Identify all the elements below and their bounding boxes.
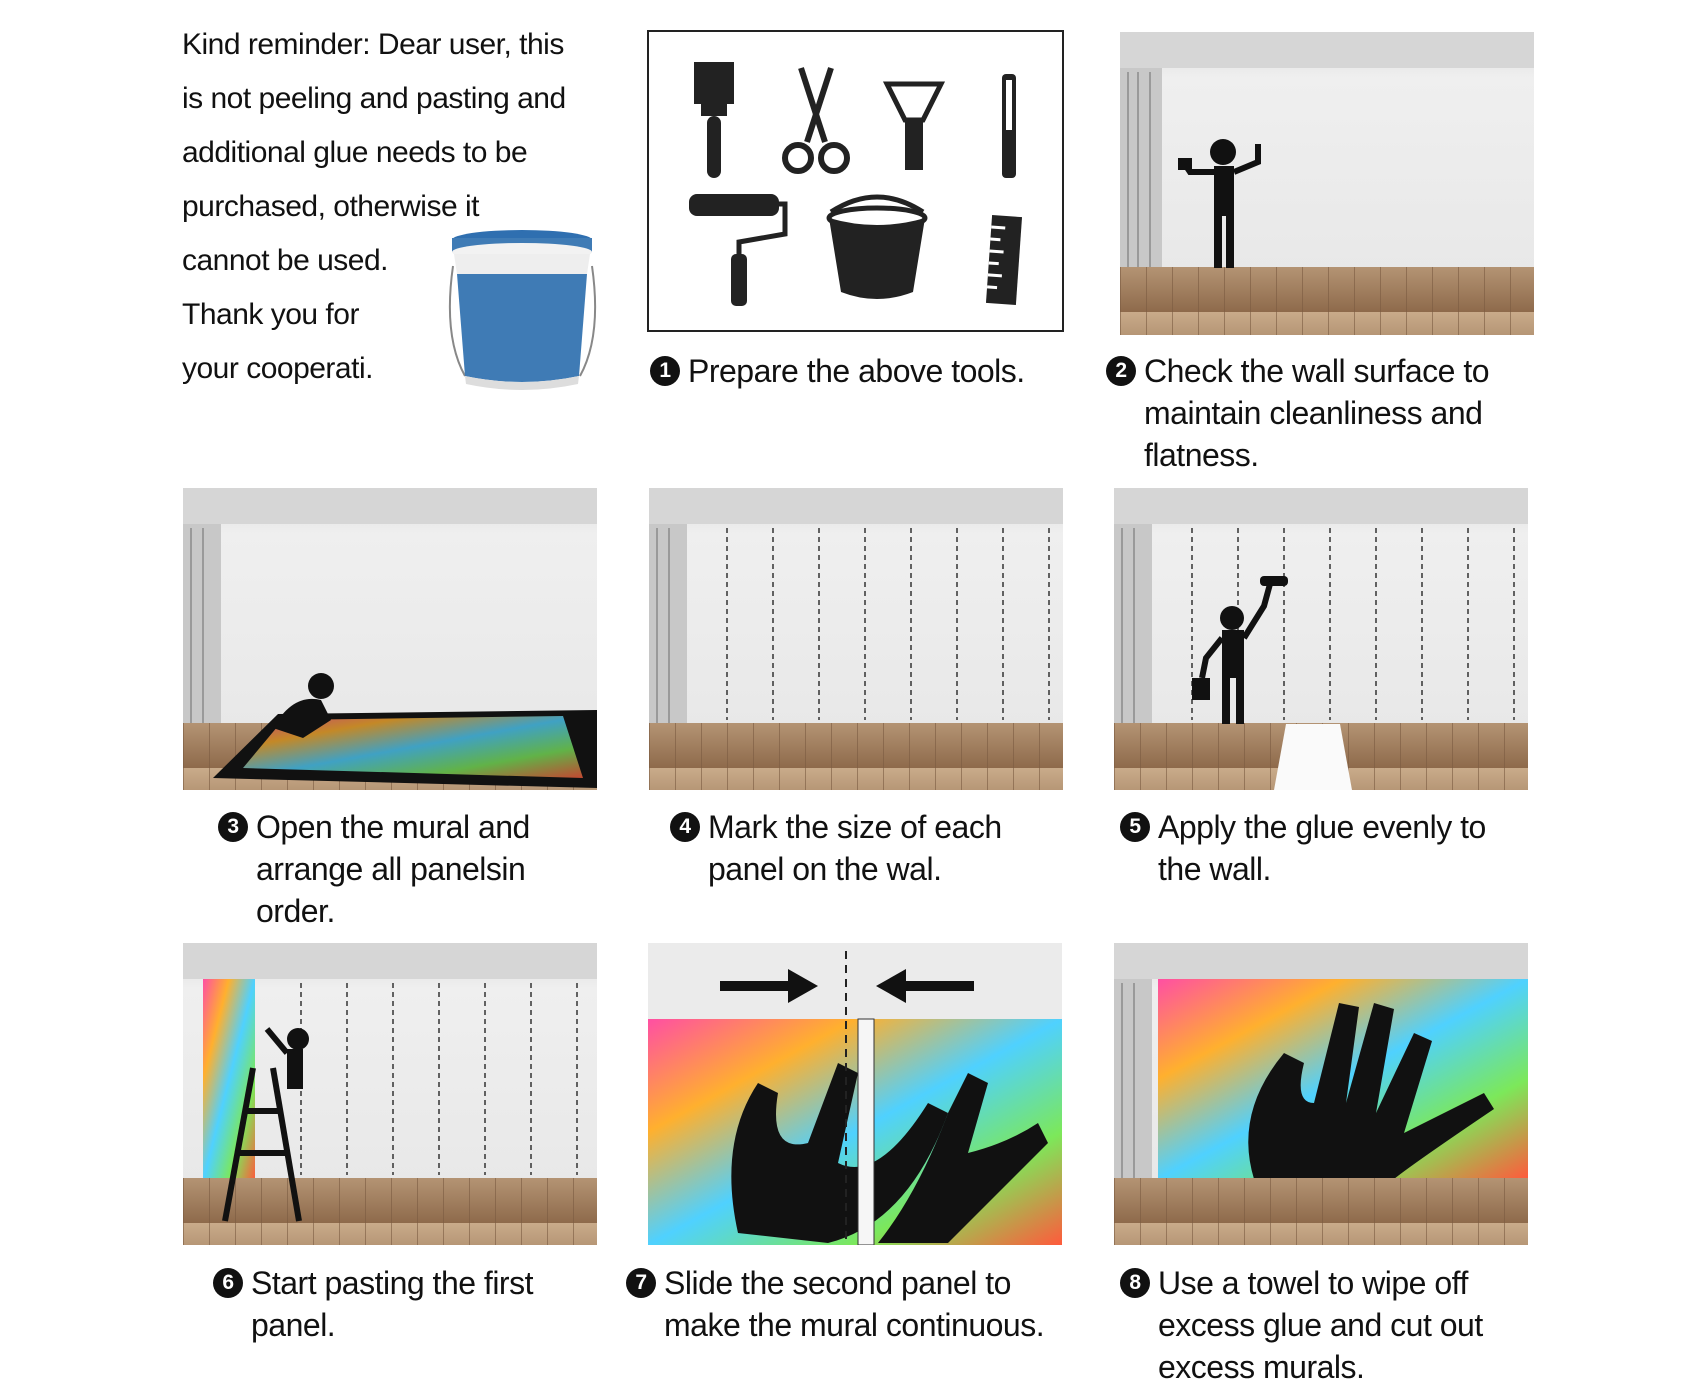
step-1-caption	[650, 350, 1025, 392]
step-7-image	[648, 943, 1062, 1245]
step-number-badge: 3	[218, 812, 248, 842]
step-2-caption	[1106, 350, 1489, 476]
step-7-caption	[626, 1262, 1044, 1346]
reminder-line: additional glue needs to be	[182, 136, 528, 169]
step-text: Open the mural and arrange all panelsin order.	[256, 809, 530, 929]
step-3-image	[183, 488, 597, 790]
step-number-badge: 5	[1120, 812, 1150, 842]
step-8-image	[1114, 943, 1528, 1245]
step-4-caption	[670, 806, 1002, 890]
step-text: Use a towel to wipe off excess glue and cut out excess murals.	[1158, 1265, 1483, 1385]
scissors-icon	[785, 68, 847, 171]
step-text: Prepare the above tools.	[688, 353, 1025, 389]
bucket-icon	[829, 197, 925, 299]
step-4-image	[649, 488, 1063, 790]
step-text: Apply the glue evenly to the wall.	[1158, 809, 1486, 887]
step-text: Start pasting the first panel.	[251, 1265, 533, 1343]
paint-roller-icon	[689, 194, 785, 306]
step-text: Slide the second panel to make the mural continuous.	[664, 1265, 1045, 1343]
reminder-line: is not peeling and pasting and	[182, 82, 566, 115]
step-6-image	[183, 943, 597, 1245]
ruler-icon	[986, 215, 1022, 305]
reminder-line: Thank you for	[182, 298, 359, 331]
reminder-line: purchased, otherwise it	[182, 190, 479, 223]
reminder-line: Kind reminder: Dear user, this	[182, 28, 564, 61]
step-3-caption	[218, 806, 530, 932]
step-number-badge: 1	[650, 356, 680, 386]
step-text: Check the wall surface to maintain cleanliness and flatness.	[1144, 353, 1489, 473]
scraper-icon	[887, 84, 941, 170]
step-6-caption	[213, 1262, 533, 1346]
tools-panel	[647, 30, 1064, 332]
step-5-image	[1114, 488, 1528, 790]
step-number-badge: 7	[626, 1268, 656, 1298]
paint-brush-icon	[694, 62, 734, 178]
reminder-line: your cooperati.	[182, 352, 373, 385]
step-text: Mark the size of each panel on the wal.	[708, 809, 1002, 887]
reminder-line: cannot be used.	[182, 244, 389, 277]
step-5-caption	[1120, 806, 1486, 890]
utility-knife-icon	[1002, 74, 1016, 178]
step-number-badge: 4	[670, 812, 700, 842]
step-number-badge: 8	[1120, 1268, 1150, 1298]
step-8-caption	[1120, 1262, 1483, 1388]
glue-bucket-icon	[445, 226, 600, 396]
step-number-badge: 6	[213, 1268, 243, 1298]
step-2-image	[1120, 32, 1534, 335]
step-number-badge: 2	[1106, 356, 1136, 386]
